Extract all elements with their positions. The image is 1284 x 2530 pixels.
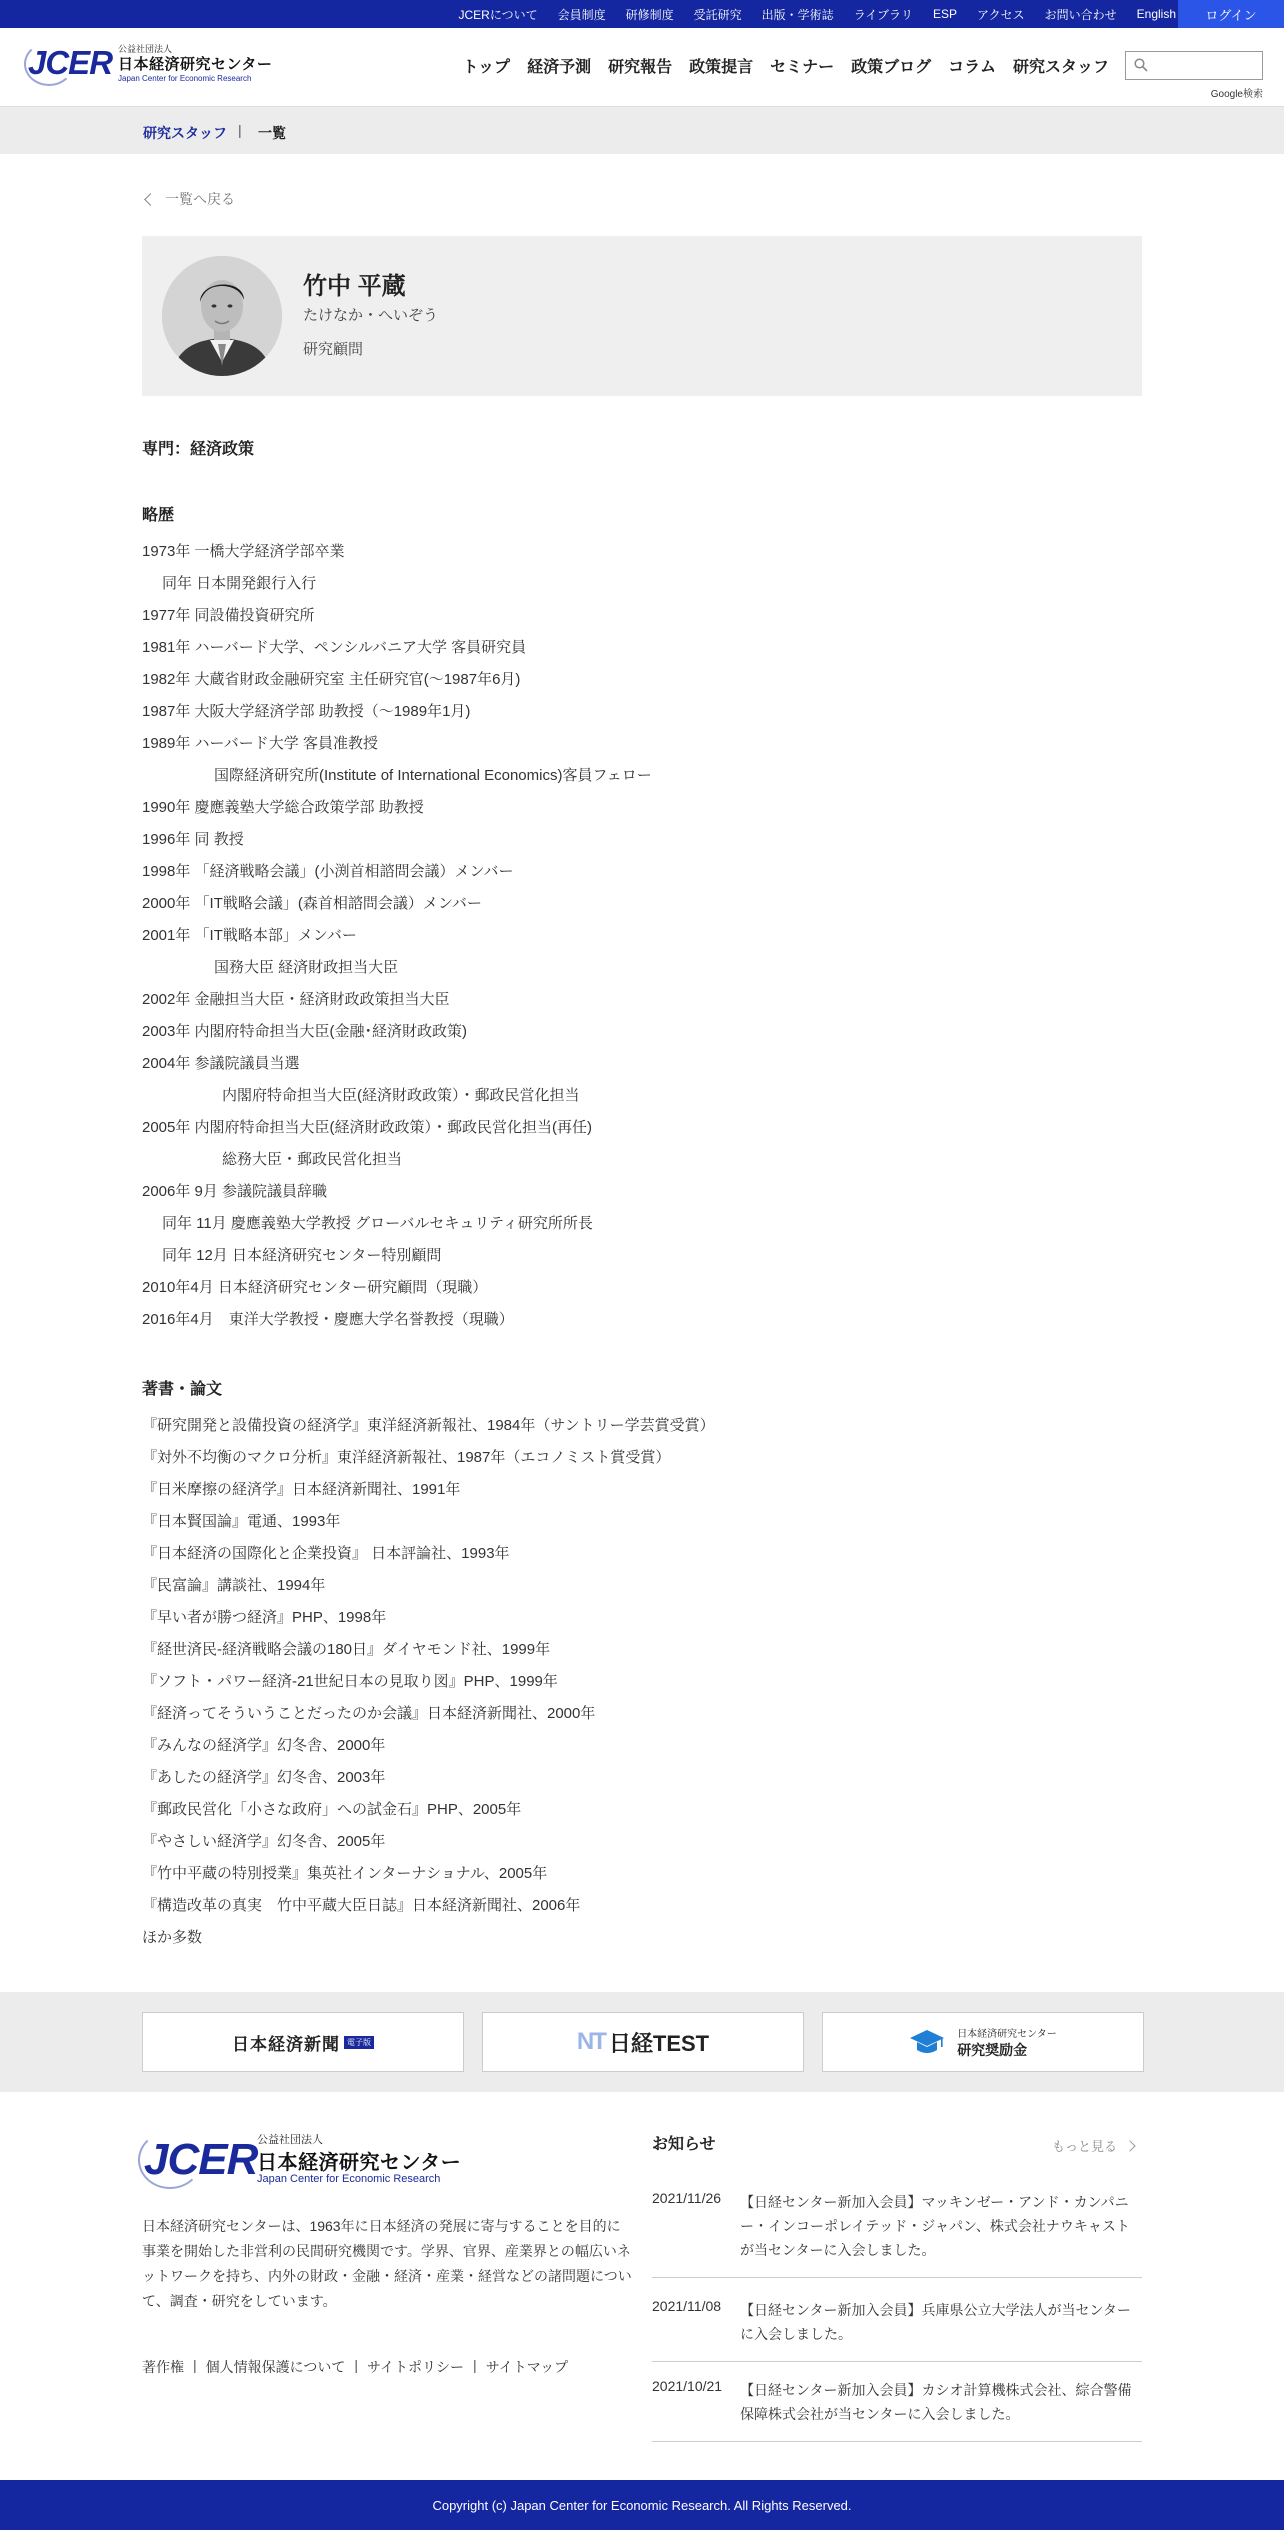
works-line: 『経済ってそういうことだったのか会議』日本経済新聞社、2000年	[142, 1705, 596, 1722]
back-to-list-label: 一覧へ戻る	[165, 191, 235, 207]
footer-logo-org-type: 公益社団法人	[257, 2134, 323, 2146]
profile-card	[142, 236, 1142, 396]
works-line: 『日米摩擦の経済学』日本経済新聞社、1991年	[142, 1481, 461, 1498]
logo-english-name: Japan Center for Economic Research	[118, 74, 252, 83]
news-text: 【日経センター新加入会員】カシオ計算機株式会社、綜合警備保障株式会社が当センターに入会しました。	[740, 2382, 1132, 2422]
career-line: 2001年 「IT戦略本部」メンバー	[142, 927, 357, 944]
footer-logo-mark: JCER	[144, 2135, 258, 2184]
career-line: 2002年 金融担当大臣・経済財政政策担当大臣	[142, 991, 450, 1008]
breadcrumb-separator: |	[238, 122, 242, 138]
career-line: 1990年 慶應義塾大学総合政策学部 助教授	[142, 799, 424, 816]
career-line: 2000年 「IT戦略会議」(森首相諮問会議）メンバー	[142, 895, 482, 912]
footer-description: 日本経済研究センターは、1963年に日本経済の発展に寄与することを目的に事業を開始した非営利の民間研究機関です。学界、官界、産業界との幅広いネットワークを持ち、内外の財政・金融・経済・産業・経営などの諸問題について、調査・研究をしています。	[142, 2218, 632, 2309]
nav-policy-proposal[interactable]: 政策提言	[689, 59, 754, 76]
news-more-link[interactable]	[1052, 2136, 1134, 2155]
nav-research-staff[interactable]: 研究スタッフ	[1012, 59, 1109, 76]
profile-role: 研究顧問	[303, 341, 364, 358]
nikkei-logo-text: 日本経済新聞	[232, 2034, 340, 2054]
works-line: 『民富論』講談社、1994年	[142, 1577, 326, 1594]
career-heading: 略歴	[142, 507, 175, 524]
footer-links	[142, 2357, 568, 2377]
footer-link-sitemap[interactable]: サイトマップ	[485, 2359, 569, 2375]
utility-link-training[interactable]: 研修制度	[625, 7, 674, 22]
career-line: 1982年 大蔵省財政金融研究室 主任研究官(～1987年6月)	[142, 671, 521, 688]
footer-logo-name: 日本経済研究センター	[257, 2152, 462, 2174]
career-line: 1981年 ハーバード大学、ペンシルバニア大学 客員研究員	[142, 639, 527, 656]
profile-name: 竹中 平蔵	[303, 273, 406, 300]
career-line: 総務大臣・郵政民営化担当	[222, 1151, 403, 1168]
career-line: 2006年 9月 参議院議員辞職	[142, 1183, 328, 1200]
news-item[interactable]	[652, 2190, 1142, 2278]
back-to-list-link[interactable]	[143, 189, 235, 209]
utility-links	[439, 0, 1176, 28]
chevron-right-icon	[1124, 2140, 1135, 2151]
search-input[interactable]	[1154, 55, 1258, 76]
nikkei-digital-tag: 電子版	[344, 2036, 374, 2049]
login-button[interactable]: ログイン	[1178, 0, 1284, 28]
breadcrumb-current: 一覧	[258, 125, 286, 141]
news-text: 【日経センター新加入会員】兵庫県公立大学法人が当センターに入会しました。	[740, 2302, 1131, 2342]
nikkei-test-mark: NT	[576, 2028, 605, 2055]
career-line: 1998年 「経済戦略会議」(小渕首相諮問会議）メンバー	[142, 863, 514, 880]
utility-link-contract-research[interactable]: 受託研究	[693, 7, 742, 22]
research-grant-org: 日本経済研究センター	[957, 2028, 1057, 2040]
banner-nikkei-digital[interactable]	[142, 2012, 464, 2072]
search-icon[interactable]	[1134, 58, 1148, 72]
career-line: 2016年4月 東洋大学教授・慶應大学名誉教授（現職）	[142, 1311, 514, 1328]
nav-research-report[interactable]: 研究報告	[608, 59, 673, 76]
works-line: 『やさしい経済学』幻冬舎、2005年	[142, 1833, 386, 1850]
utility-link-esp[interactable]: ESP	[932, 7, 957, 21]
works-line: 『構造改革の真実 竹中平蔵大臣日誌』日本経済新聞社、2006年	[142, 1897, 581, 1914]
utility-link-membership[interactable]: 会員制度	[557, 7, 606, 22]
nav-top[interactable]: トップ	[462, 59, 511, 76]
news-date: 2021/11/08	[652, 2298, 722, 2314]
nav-seminar[interactable]: セミナー	[770, 59, 835, 76]
graduation-cap-icon	[909, 2027, 945, 2057]
utility-link-about[interactable]: JCERについて	[458, 7, 538, 22]
footer-link-separator: |	[193, 2357, 197, 2373]
profile-kana: たけなか・へいぞう	[303, 307, 439, 324]
works-line: 『経世済民-経済戦略会議の180日』ダイヤモンド社、1999年	[142, 1641, 551, 1658]
utility-link-publications[interactable]: 出版・学術誌	[761, 7, 834, 22]
career-line: 同年 12月 日本経済研究センター特別顧問	[162, 1247, 442, 1264]
career-line: 1973年 一橋大学経済学部卒業	[142, 543, 345, 560]
utility-link-access[interactable]: アクセス	[976, 7, 1025, 22]
google-search-caption: Google検索	[1210, 89, 1263, 100]
works-line: 『研究開発と設備投資の経済学』東洋経済新報社、1984年（サントリー学芸賞受賞）	[142, 1417, 715, 1434]
news-item[interactable]	[652, 2378, 1142, 2442]
footer-link-separator: |	[354, 2357, 359, 2373]
site-header	[0, 28, 1284, 106]
copyright-bar: Copyright (c) Japan Center for Economic Research. All Rights Reserved.	[0, 2480, 1284, 2530]
career-line: 1977年 同設備投資研究所	[142, 607, 315, 624]
site-logo[interactable]	[28, 42, 288, 88]
avatar	[162, 256, 282, 376]
research-grant-title: 研究奨励金	[957, 2041, 1028, 2058]
career-line: 2004年 参議院議員当選	[142, 1055, 300, 1072]
nav-forecast[interactable]: 経済予測	[527, 59, 592, 76]
career-line: 1989年 ハーバード大学 客員准教授	[142, 735, 378, 752]
nikkei-test-text: 日経TEST	[608, 2030, 710, 2056]
logo-mark: JCER	[28, 44, 113, 81]
career-line: 同年 11月 慶應義塾大学教授 グローバルセキュリティ研究所所長	[162, 1215, 593, 1232]
news-item[interactable]	[652, 2298, 1142, 2362]
banner-nikkei-test[interactable]	[482, 2012, 804, 2072]
news-date: 2021/10/21	[652, 2378, 723, 2394]
footer-link-separator: |	[473, 2357, 477, 2373]
logo-org-type: 公益社団法人	[118, 44, 173, 54]
works-line: 『郵政民営化「小さな政府」への試金石』PHP、2005年	[142, 1801, 522, 1818]
works-line: 『みんなの経済学』幻冬舎、2000年	[142, 1737, 386, 1754]
footer-link-privacy[interactable]: 個人情報保護について	[205, 2359, 346, 2375]
utility-link-library[interactable]: ライブラリ	[853, 7, 913, 22]
top-utility-bar	[0, 0, 1284, 28]
footer-link-copyright[interactable]: 著作権	[142, 2359, 184, 2375]
works-line: ほか多数	[142, 1929, 203, 1946]
logo-name: 日本経済研究センター	[118, 56, 273, 73]
career-line: 国際経済研究所(Institute of International Economics)客員フェロー	[214, 767, 652, 784]
chevron-left-icon	[144, 193, 157, 206]
nav-column[interactable]: コラム	[948, 59, 996, 76]
career-line: 同年 日本開発銀行入行	[162, 575, 317, 592]
works-line: 『竹中平蔵の特別授業』集英社インターナショナル、2005年	[142, 1865, 548, 1882]
utility-link-english[interactable]: English	[1136, 7, 1176, 21]
works-line: 『あしたの経済学』幻冬舎、2003年	[142, 1769, 386, 1786]
footer-logo[interactable]	[142, 2131, 502, 2191]
news-text: 【日経センター新加入会員】マッキンゼー・アンド・カンパニー・インコーポレイテッド・ジャパン、株式会社ナウキャストが当センターに入会しました。	[740, 2194, 1130, 2258]
career-line: 2005年 内閣府特命担当大臣(経済財政政策）・郵政民営化担当(再任)	[142, 1119, 593, 1136]
career-line: 2003年 内閣府特命担当大臣(金融･経済財政政策)	[142, 1023, 468, 1040]
nav-policy-blog[interactable]: 政策ブログ	[851, 59, 932, 76]
career-line: 2010年4月 日本経済研究センター研究顧問（現職）	[142, 1279, 488, 1296]
career-line: 内閣府特命担当大臣(経済財政政策）・郵政民営化担当	[222, 1087, 580, 1104]
news-date: 2021/11/26	[652, 2190, 722, 2206]
banner-research-grant[interactable]	[822, 2012, 1144, 2072]
specialty: 専門：経済政策	[142, 441, 255, 458]
footer-link-site-policy[interactable]: サイトポリシー	[367, 2359, 465, 2375]
works-line: 『対外不均衡のマクロ分析』東洋経済新報社、1987年（エコノミスト賞受賞）	[142, 1449, 671, 1466]
main-nav	[446, 54, 1109, 77]
banner-strip	[0, 1992, 1284, 2092]
news-more-label: もっと見る	[1052, 2139, 1118, 2154]
works-heading: 著書・論文	[142, 1381, 223, 1398]
works-line: 『日本賢国論』電通、1993年	[142, 1513, 341, 1530]
works-line: 『日本経済の国際化と企業投資』 日本評論社、1993年	[142, 1545, 510, 1562]
breadcrumb-research-staff[interactable]: 研究スタッフ	[143, 125, 227, 141]
career-line: 1996年 同 教授	[142, 831, 244, 848]
works-line: 『ソフト・パワー経済-21世紀日本の見取り図』PHP、1999年	[142, 1673, 558, 1690]
research-grant-label	[957, 2025, 1057, 2060]
career-line: 国務大臣 経済財政担当大臣	[214, 959, 399, 976]
works-line: 『早い者が勝つ経済』PHP、1998年	[142, 1609, 387, 1626]
news-heading: お知らせ	[652, 2136, 716, 2153]
portrait-photo	[162, 256, 282, 376]
footer-logo-english-name: Japan Center for Economic Research	[257, 2173, 441, 2185]
search-box[interactable]	[1125, 51, 1263, 80]
career-line: 1987年 大阪大学経済学部 助教授（～1989年1月)	[142, 703, 471, 720]
breadcrumb	[0, 106, 1284, 154]
utility-link-contact[interactable]: お問い合わせ	[1044, 7, 1117, 22]
